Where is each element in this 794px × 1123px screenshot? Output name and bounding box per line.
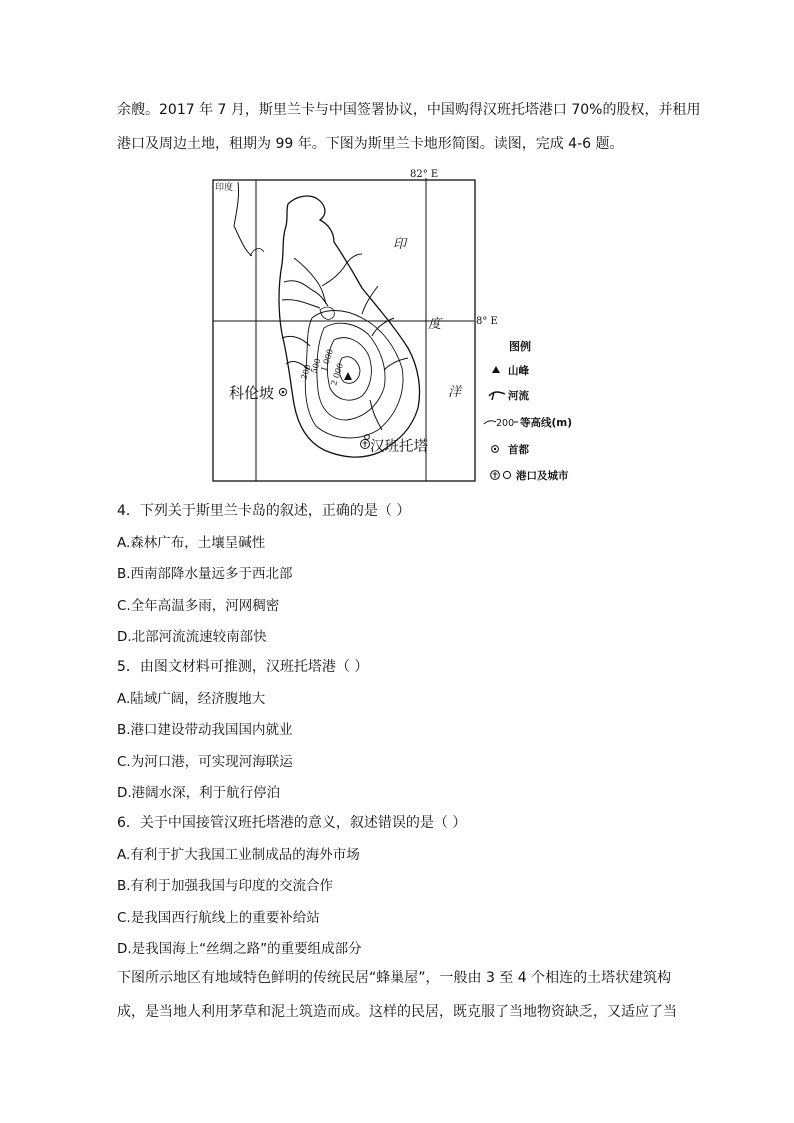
contour-label-1000: 1 000 [319,348,335,373]
legend-title: 图例 [509,340,531,353]
legend-river-icon [489,392,505,400]
contour-label-500: 500 [309,357,323,375]
contour-label-2000: 2 000 [329,362,345,387]
question-6-stem: 6．关于中国接管汉班托塔港的意义，叙述错误的是（ ） [117,815,467,831]
contour-label-200: 200 [299,363,313,381]
intro-line-2: 港口及周边土地，租期为 99 年。下图为斯里兰卡地形简图。读图，完成 4-6 题。 [117,136,624,152]
intro-line-1: 余艘。2017 年 7 月，斯里兰卡与中国签署协议，中国购得汉班托塔港口 70%的股权，并租用 [117,102,701,118]
hambantota-label: 汉班托塔 [370,439,428,455]
legend-river-label: 河流 [508,390,529,402]
outro-line-1: 下图所示地区有地域特色鲜明的传统民居“蜂巢屋”，一般由 3 至 4 个相连的土塔状建筑构 [117,970,672,986]
question-4-option-b: B.西南部降水量远多于西北部 [117,566,293,582]
question-6-option-c: C.是我国西行航线上的重要补给站 [117,910,320,926]
legend-peak-label: 山峰 [508,365,529,377]
peak-icon [344,372,352,380]
lat-label: 8° E [476,316,498,327]
sri-lanka-map [212,168,588,488]
outro-line-2: 成，是当地人利用茅草和泥土筑造而成。这样的民居，既克服了当地物资缺乏，又适应了当 [117,1004,677,1020]
ocean-label-1: 印 [393,237,407,252]
ocean-label-3: 洋 [448,385,462,400]
question-6-option-b: B.有利于加强我国与印度的交流合作 [117,878,334,894]
question-5-option-c: C.为河口港，可实现河海联运 [117,754,293,770]
question-5-option-d: D.港阔水深，利于航行停泊 [117,785,281,801]
question-5-stem: 5．由图文材料可推测，汉班托塔港（ ） [117,659,369,675]
map-legend [484,339,572,482]
legend-port-label: 港口及城市 [516,470,569,482]
india-coastline [234,182,252,256]
question-4-option-a: A.森林广布，土壤呈碱性 [117,535,266,551]
question-5-option-b: B.港口建设带动我国国内就业 [117,722,293,738]
question-4-stem: 4．下列关于斯里兰卡岛的叙述，正确的是（ ） [117,503,411,519]
legend-capital-label: 首都 [508,444,529,456]
question-6-option-a: A.有利于扩大我国工业制成品的海外市场 [117,847,360,863]
india-label: 印度 [215,183,234,193]
legend-contour-icon [484,421,496,424]
ocean-label-2: 度 [428,317,442,332]
island-outline [279,196,420,457]
question-4-option-d: D.北部河流流速较南部快 [117,629,267,645]
question-6-option-d: D.是我国海上“丝绸之路”的重要组成部分 [117,941,362,957]
legend-city-icon [503,471,510,478]
legend-peak-icon [492,366,500,373]
legend-contour-value: 200 [496,418,515,429]
colombo-label: 科伦坡 [229,384,275,402]
question-4-option-c: C.全年高温多雨，河网稠密 [117,598,280,614]
legend-contour-label: 等高线(m) [520,417,573,429]
question-5-option-a: A.陆域广阔，经济腹地大 [117,691,266,707]
lon-label: 82° E [410,169,439,180]
